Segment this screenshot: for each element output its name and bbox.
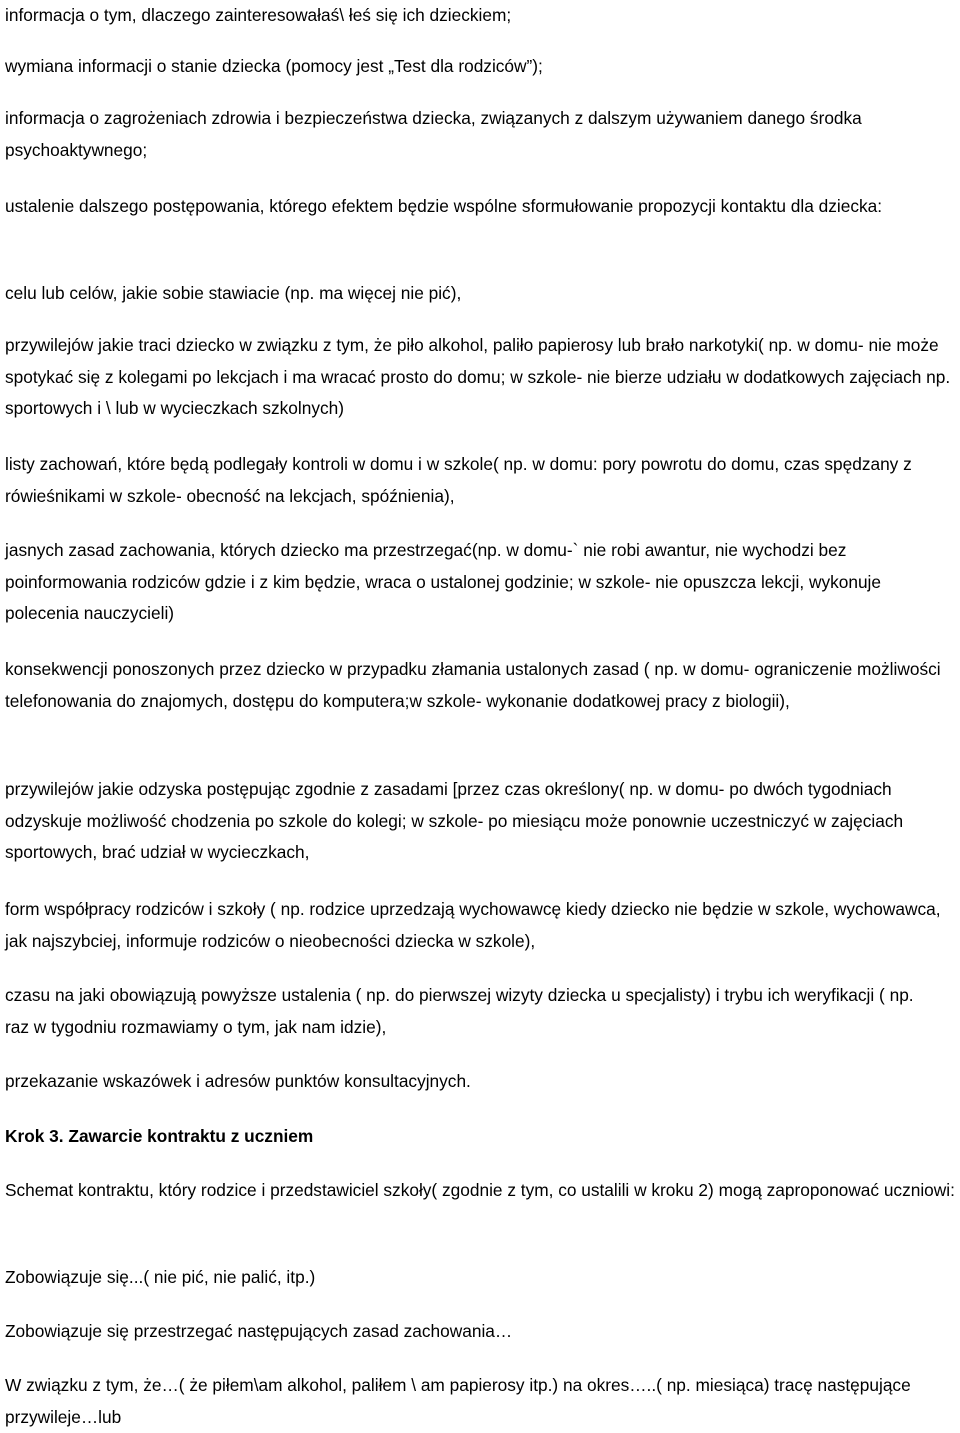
paragraph-13: przekazanie wskazówek i adresów punktów konsultacyjnych. [5,1071,471,1091]
paragraph-10: przywilejów jakie odzyska postępując zgodnie z zasadami [przez czas określony( np. w domu- po dwóch tygodniach odzyskuje możliwość chodzenia po szkole do kolegi; w szkole- po miesiącu może ponownie uczestniczyć w zajęciach sportowych, brać udział w wycieczkach, [5,779,904,862]
paragraph-11: form współpracy rodziców i szkoły ( np. rodzice uprzedzają wychowawcę kiedy dziecko nie będzie w szkole, wychowawca, jak najszybciej, informuje rodziców o nieobecności dziecka w szkole), [5,899,941,951]
paragraph-4: ustalenie dalszego postępowania, którego efektem będzie wspólne sformułowanie propozycji kontaktu dla dziecka: [5,196,883,216]
paragraph-17: Zobowiązuje się przestrzegać następujących zasad zachowania… [5,1321,513,1341]
paragraph-12: czasu na jaki obowiązują powyższe ustalenia ( np. do pierwszej wizyty dziecka u specjalisty) i trybu ich weryfikacji ( np. raz w tygodniu rozmawiamy o tym, jak nam idzie), [5,985,914,1037]
paragraph-2: wymiana informacji o stanie dziecka (pomocy jest „Test dla rodziców”); [5,56,543,76]
paragraph-1: informacja o tym, dlaczego zainteresowałaś\ łeś się ich dzieckiem; [5,5,512,25]
paragraph-8: jasnych zasad zachowania, których dziecko ma przestrzegać(np. w domu-` nie robi awantur, nie wychodzi bez poinformowania rodziców gdzie i z kim będzie, wraca o ustalonej godzinie; w szkole- nie opuszcza lekcji, wykonuje polecenia nauczycieli) [5,540,882,623]
paragraph-9: konsekwencji ponoszonych przez dziecko w przypadku złamania ustalonych zasad ( np. w domu- ograniczenie możliwości telefonowania do znajomych, dostępu do komputera;w szkole- wykonanie dodatkowej pracy z biologii), [5,659,941,711]
paragraph-5: celu lub celów, jakie sobie stawiacie (np. ma więcej nie pić), [5,283,462,303]
section-heading: Krok 3. Zawarcie kontraktu z uczniem [5,1126,314,1146]
paragraph-18: W związku z tym, że…( że piłem\am alkohol, paliłem \ am papierosy itp.) na okres…..( np. miesiąca) tracę następujące przywileje…lub [5,1375,911,1427]
paragraph-3: informacja o zagrożeniach zdrowia i bezpieczeństwa dziecka, związanych z dalszym używaniem danego środka psychoaktywnego; [5,108,862,160]
paragraph-7: listy zachowań, które będą podlegały kontroli w domu i w szkole( np. w domu: pory powrotu do domu, czas spędzany z rówieśnikami w szkole- obecność na lekcjach, spóźnienia), [5,454,912,506]
paragraph-6: przywilejów jakie traci dziecko w związku z tym, że piło alkohol, paliło papierosy lub brało narkotyki( np. w domu- nie może spotykać się z kolegami po lekcjach i ma wracać prosto do domu; w szkole- nie bierze udziału w dodatkowych zajęciach np. sportowych i \ lub w wycieczkach szkolnych) [5,335,951,418]
paragraph-15: Schemat kontraktu, który rodzice i przedstawiciel szkoły( zgodnie z tym, co ustalili w kroku 2) mogą zaproponować uczniowi: [5,1180,955,1200]
paragraph-16: Zobowiązuje się...( nie pić, nie palić, itp.) [5,1267,316,1287]
